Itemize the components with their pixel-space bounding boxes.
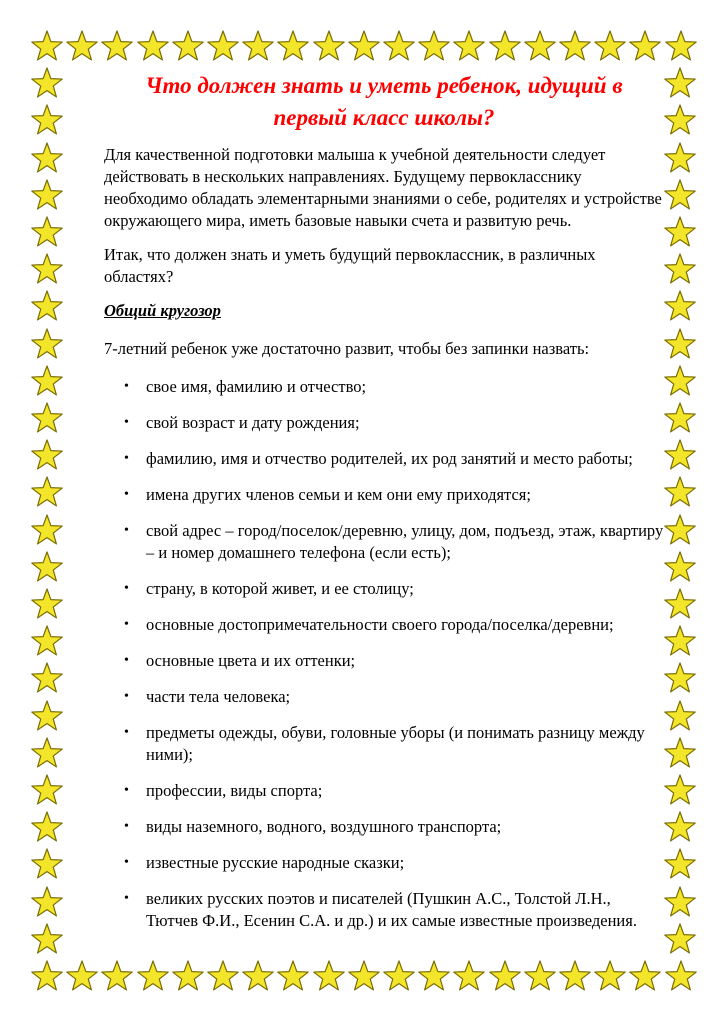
intro-paragraph: Для качественной подготовки малыша к учебной деятельности следует действовать в нескольких направлениях. Будущему первокласснику необходимо обладать элементарными знаниями о себе, родителях и устройстве окружающего мира, иметь базовые навыки счета и развитую речь. <box>104 145 662 230</box>
list-item <box>104 888 664 932</box>
star-icon <box>30 438 64 472</box>
bullet-icon: • <box>124 581 129 596</box>
star-icon <box>523 959 557 993</box>
star-icon <box>417 29 451 63</box>
star-icon <box>663 810 697 844</box>
bullet-icon: • <box>124 617 129 632</box>
star-icon <box>30 736 64 770</box>
star-icon <box>663 885 697 919</box>
star-icon <box>523 29 557 63</box>
star-icon <box>663 513 697 547</box>
list-item <box>104 520 664 564</box>
star-icon <box>65 29 99 63</box>
list-item <box>104 578 664 600</box>
star-icon <box>30 475 64 509</box>
star-icon <box>488 29 522 63</box>
star-icon <box>276 959 310 993</box>
star-icon <box>30 141 64 175</box>
list-item-text: основные достопримечательности своего города/поселка/деревни; <box>146 615 614 634</box>
star-icon <box>663 215 697 249</box>
star-icon <box>30 773 64 807</box>
star-icon <box>241 959 275 993</box>
star-icon <box>30 289 64 323</box>
star-icon <box>488 959 522 993</box>
star-icon <box>30 810 64 844</box>
list-item-text: свой возраст и дату рождения; <box>146 413 360 432</box>
bullet-icon: • <box>124 415 129 430</box>
star-icon <box>347 29 381 63</box>
star-icon <box>664 959 698 993</box>
star-icon <box>663 438 697 472</box>
star-icon <box>558 29 592 63</box>
star-icon <box>30 847 64 881</box>
bullet-icon: • <box>124 451 129 466</box>
list-item-text: фамилию, имя и отчество родителей, их род занятий и место работы; <box>146 449 633 468</box>
star-icon <box>65 959 99 993</box>
star-icon <box>30 401 64 435</box>
list-item <box>104 780 664 802</box>
document-body <box>104 70 664 946</box>
bullet-icon: • <box>124 689 129 704</box>
star-icon <box>30 364 64 398</box>
star-icon <box>171 959 205 993</box>
star-icon <box>30 885 64 919</box>
star-icon <box>30 661 64 695</box>
star-icon <box>452 29 486 63</box>
star-icon <box>136 29 170 63</box>
star-icon <box>312 959 346 993</box>
star-icon <box>593 959 627 993</box>
star-icon <box>663 587 697 621</box>
bullet-icon: • <box>124 891 129 906</box>
star-icon <box>30 103 64 137</box>
bullet-icon: • <box>124 653 129 668</box>
bullet-icon: • <box>124 783 129 798</box>
star-icon <box>663 550 697 584</box>
star-icon <box>663 922 697 956</box>
star-icon <box>171 29 205 63</box>
star-icon <box>30 215 64 249</box>
list-item-text: основные цвета и их оттенки; <box>146 651 356 670</box>
list-item-text: части тела человека; <box>146 687 291 706</box>
list-item-text: профессии, виды спорта; <box>146 781 323 800</box>
star-icon <box>30 178 64 212</box>
star-icon <box>663 327 697 361</box>
bullet-icon: • <box>124 819 129 834</box>
star-icon <box>30 327 64 361</box>
list-item-text: виды наземного, водного, воздушного транспорта; <box>146 817 502 836</box>
list-item <box>104 816 664 838</box>
bullet-icon: • <box>124 379 129 394</box>
star-icon <box>663 736 697 770</box>
star-icon <box>30 550 64 584</box>
star-icon <box>30 513 64 547</box>
star-icon <box>30 587 64 621</box>
star-icon <box>663 624 697 658</box>
star-icon <box>663 475 697 509</box>
list-item <box>104 722 664 766</box>
list-item-text: предметы одежды, обуви, головные уборы (и понимать разницу между ними); <box>146 723 645 764</box>
list-item <box>104 376 664 398</box>
bullet-icon: • <box>124 855 129 870</box>
star-icon <box>241 29 275 63</box>
list-item-text: великих русских поэтов и писателей (Пушкин А.С., Толстой Л.Н., Тютчев Ф.И., Есенин С.А. и др.) и их самые известные произведения. <box>146 889 637 930</box>
star-icon <box>30 699 64 733</box>
star-icon <box>628 29 662 63</box>
star-icon <box>663 773 697 807</box>
knowledge-list <box>104 376 664 932</box>
section-heading: Общий кругозор <box>104 301 221 320</box>
star-icon <box>30 624 64 658</box>
star-icon <box>628 959 662 993</box>
star-icon <box>663 66 697 100</box>
list-item-text: свое имя, фамилию и отчество; <box>146 377 367 396</box>
star-icon <box>30 252 64 286</box>
bullet-icon: • <box>124 523 129 538</box>
list-item <box>104 650 664 672</box>
star-icon <box>30 66 64 100</box>
list-item <box>104 412 664 434</box>
star-icon <box>664 29 698 63</box>
star-icon <box>100 29 134 63</box>
list-item-text: страну, в которой живет, и ее столицу; <box>146 579 414 598</box>
star-icon <box>136 959 170 993</box>
bullet-icon: • <box>124 725 129 740</box>
list-item-text: известные русские народные сказки; <box>146 853 405 872</box>
list-item <box>104 448 664 470</box>
list-item <box>104 484 664 506</box>
star-icon <box>663 289 697 323</box>
page-title: Что должен знать и уметь ребенок, идущий в первый класс школы? <box>145 73 623 130</box>
star-icon <box>558 959 592 993</box>
star-icon <box>663 141 697 175</box>
star-icon <box>276 29 310 63</box>
star-icon <box>347 959 381 993</box>
star-icon <box>663 364 697 398</box>
star-icon <box>663 847 697 881</box>
star-icon <box>100 959 134 993</box>
star-icon <box>382 959 416 993</box>
list-intro: 7-летний ребенок уже достаточно развит, чтобы без запинки назвать: <box>104 339 590 358</box>
star-icon <box>663 103 697 137</box>
star-icon <box>30 29 64 63</box>
star-icon <box>30 922 64 956</box>
star-icon <box>593 29 627 63</box>
list-item-text: свой адрес – город/поселок/деревню, улицу, дом, подъезд, этаж, квартиру – и номер домашнего телефона (если есть); <box>146 521 664 562</box>
star-icon <box>663 252 697 286</box>
list-item <box>104 614 664 636</box>
star-icon <box>663 178 697 212</box>
star-icon <box>663 401 697 435</box>
star-icon <box>206 29 240 63</box>
question-paragraph: Итак, что должен знать и уметь будущий первоклассник, в различных областях? <box>104 245 596 286</box>
star-icon <box>663 661 697 695</box>
star-icon <box>382 29 416 63</box>
list-item <box>104 852 664 874</box>
star-icon <box>663 699 697 733</box>
bullet-icon: • <box>124 487 129 502</box>
list-item-text: имена других членов семьи и кем они ему приходятся; <box>146 485 531 504</box>
list-item <box>104 686 664 708</box>
star-icon <box>206 959 240 993</box>
star-icon <box>452 959 486 993</box>
star-icon <box>30 959 64 993</box>
star-icon <box>417 959 451 993</box>
star-icon <box>312 29 346 63</box>
